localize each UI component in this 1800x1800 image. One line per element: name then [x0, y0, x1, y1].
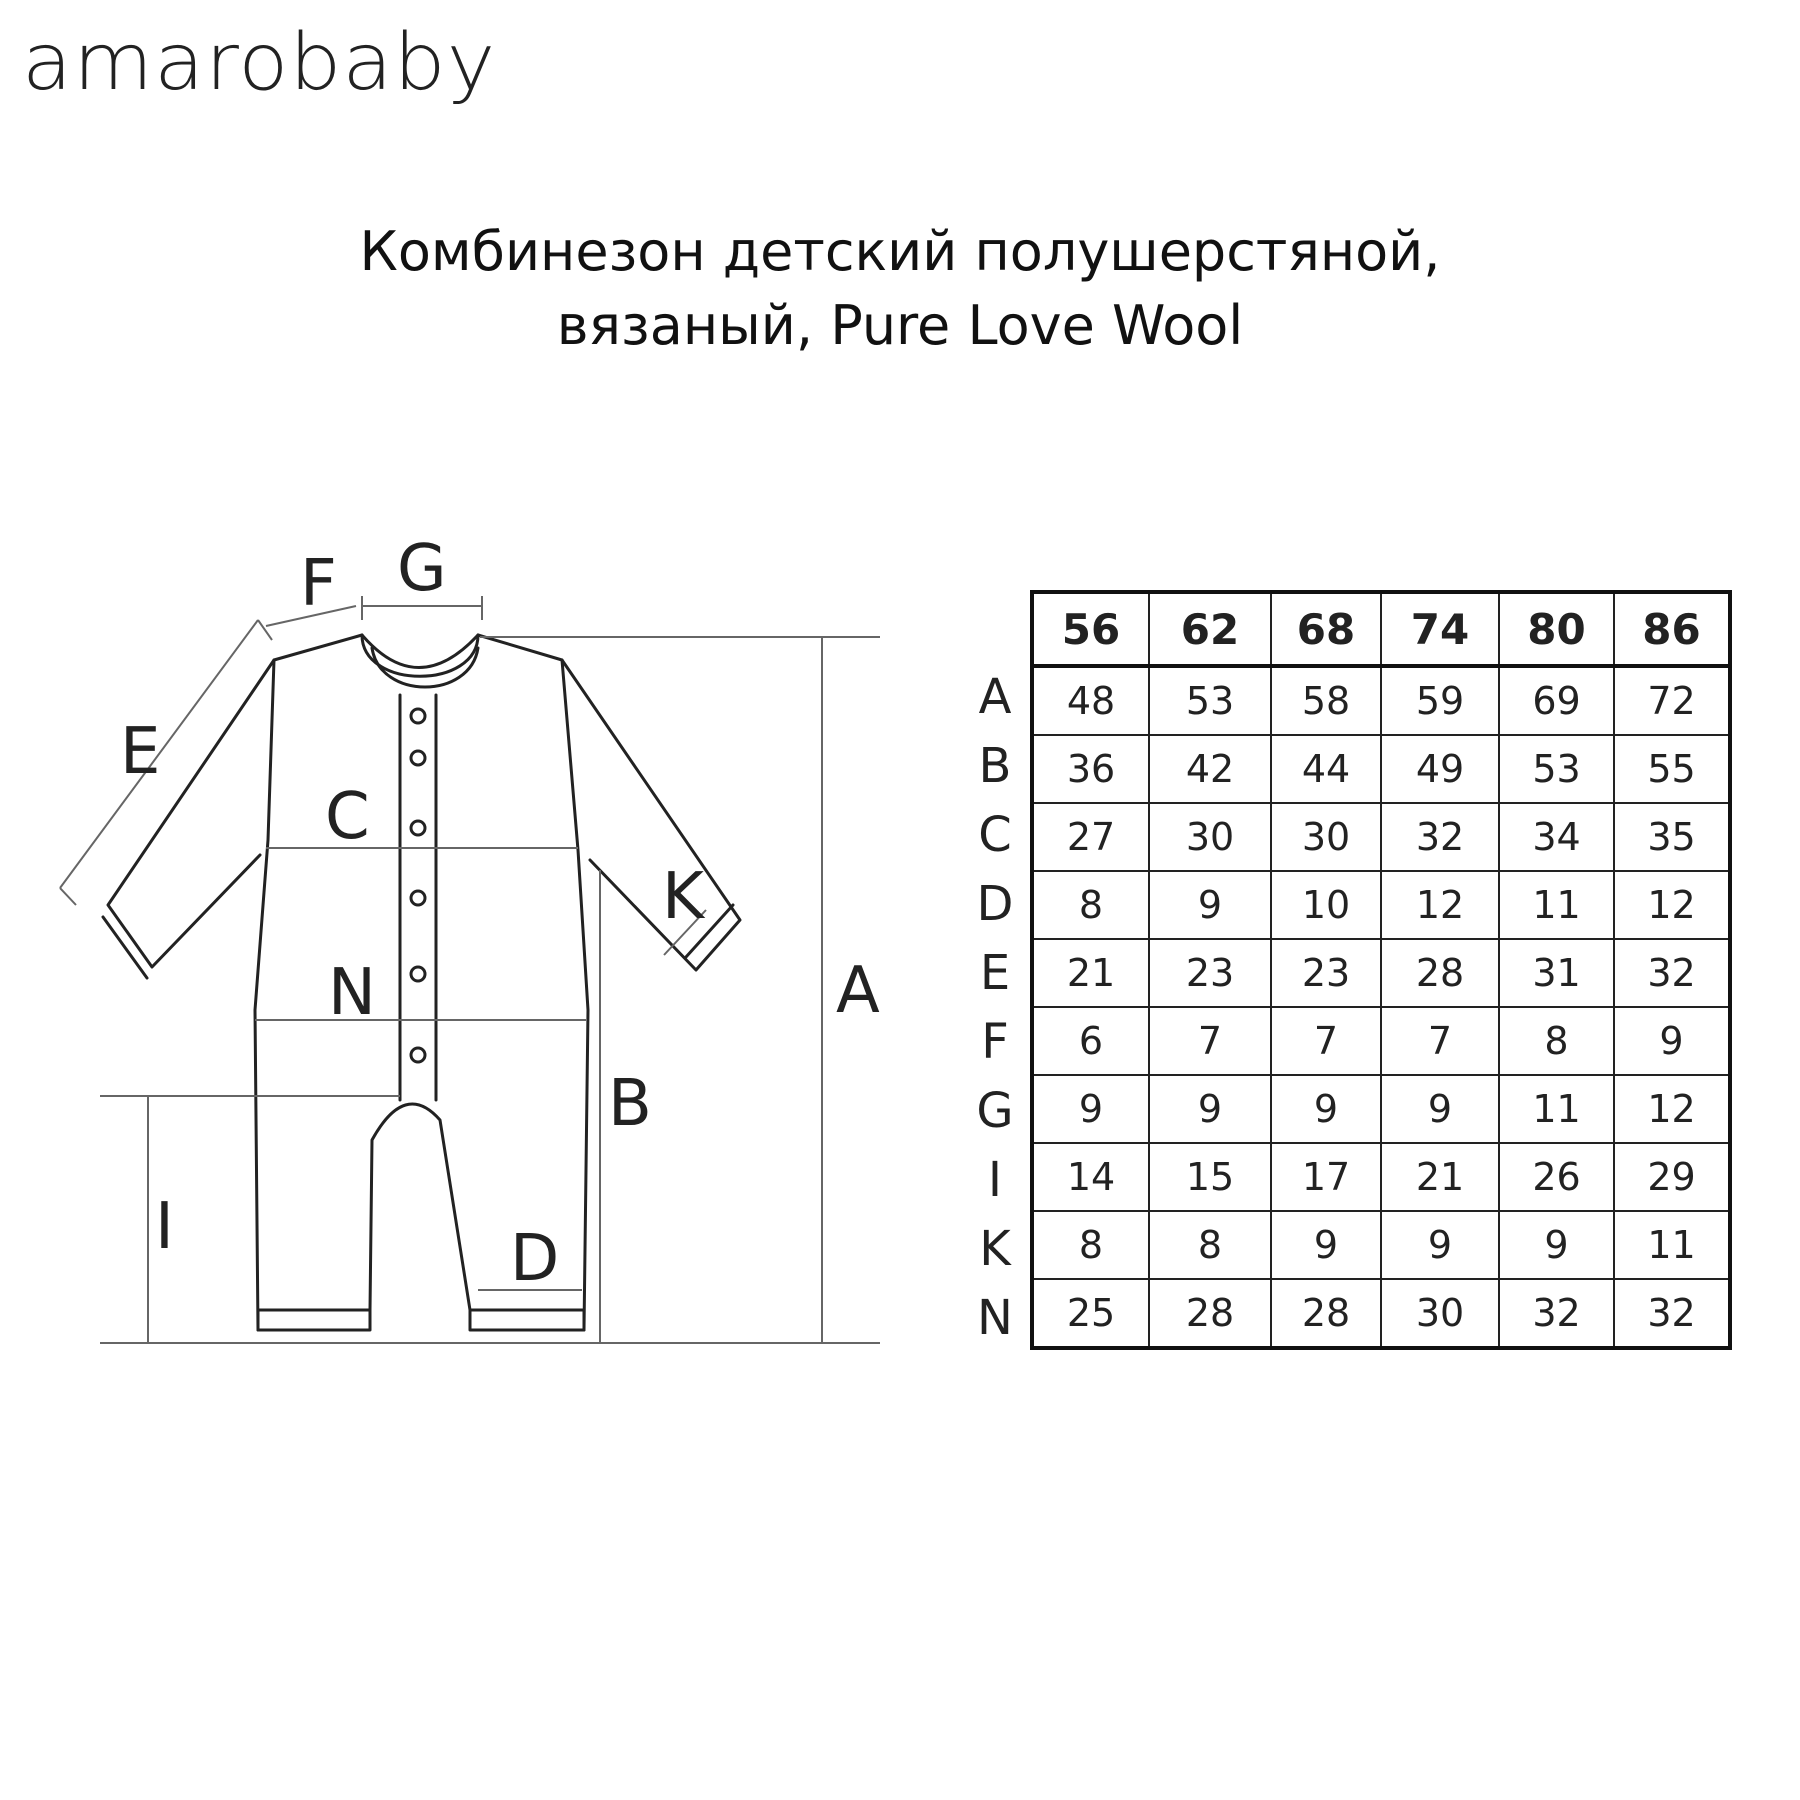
size-cell: 28 [1149, 1279, 1271, 1348]
button-1 [411, 709, 425, 723]
size-cell: 9 [1271, 1075, 1381, 1143]
button-5 [411, 967, 425, 981]
measurement-lines [60, 596, 880, 1343]
size-cell: 36 [1032, 735, 1149, 803]
size-row-N [1032, 1279, 1730, 1348]
size-header-row [1032, 592, 1730, 666]
size-cell: 30 [1381, 1279, 1499, 1348]
label-B: B [608, 1067, 652, 1141]
button-3 [411, 821, 425, 835]
label-D: D [510, 1222, 560, 1296]
size-cell: 7 [1149, 1007, 1271, 1075]
size-cell: 72 [1614, 666, 1730, 735]
jumpsuit-outline [103, 635, 740, 1330]
label-F: F [300, 547, 337, 621]
row-label-D: D [976, 876, 1014, 932]
row-label-F: F [981, 1014, 1009, 1070]
size-cell: 8 [1499, 1007, 1614, 1075]
label-K: K [662, 860, 704, 934]
size-cell: 11 [1499, 1075, 1614, 1143]
size-cell: 23 [1271, 939, 1381, 1007]
size-header: 68 [1271, 592, 1381, 666]
button-4 [411, 891, 425, 905]
size-cell: 14 [1032, 1143, 1149, 1211]
size-cell: 32 [1499, 1279, 1614, 1348]
size-cell: 35 [1614, 803, 1730, 871]
size-cell: 12 [1614, 871, 1730, 939]
size-cell: 44 [1271, 735, 1381, 803]
size-row-C [1032, 803, 1730, 871]
size-cell: 29 [1614, 1143, 1730, 1211]
size-cell: 6 [1032, 1007, 1149, 1075]
row-label-A: A [978, 669, 1012, 725]
row-label-I: I [987, 1152, 1003, 1208]
size-cell: 59 [1381, 666, 1499, 735]
size-cell: 53 [1499, 735, 1614, 803]
size-cell: 32 [1614, 939, 1730, 1007]
size-cell: 42 [1149, 735, 1271, 803]
size-row-F [1032, 1007, 1730, 1075]
size-cell: 9 [1381, 1211, 1499, 1279]
size-row-B [1032, 735, 1730, 803]
size-cell: 23 [1149, 939, 1271, 1007]
size-cell: 9 [1032, 1075, 1149, 1143]
size-cell: 30 [1271, 803, 1381, 871]
size-cell: 8 [1032, 871, 1149, 939]
size-cell: 21 [1381, 1143, 1499, 1211]
size-row-G [1032, 1075, 1730, 1143]
size-cell: 25 [1032, 1279, 1149, 1348]
size-row-D [1032, 871, 1730, 939]
label-C: C [325, 780, 370, 854]
size-cell: 53 [1149, 666, 1271, 735]
brand-logo: amarobaby [22, 18, 497, 108]
size-row-A [1032, 666, 1730, 735]
label-I: I [155, 1190, 174, 1264]
size-header: 56 [1032, 592, 1149, 666]
label-N: N [328, 956, 376, 1030]
size-cell: 31 [1499, 939, 1614, 1007]
size-chart-table [1030, 590, 1732, 1350]
size-cell: 28 [1271, 1279, 1381, 1348]
row-label-K: K [979, 1221, 1011, 1277]
row-label-B: B [978, 738, 1012, 794]
row-label-N: N [977, 1290, 1013, 1346]
product-title-line-2: вязаный, Pure Love Wool [556, 294, 1244, 357]
size-cell: 69 [1499, 666, 1614, 735]
row-label-E: E [979, 945, 1011, 1001]
size-cell: 34 [1499, 803, 1614, 871]
size-cell: 10 [1271, 871, 1381, 939]
size-cell: 27 [1032, 803, 1149, 871]
size-cell: 9 [1149, 871, 1271, 939]
size-cell: 55 [1614, 735, 1730, 803]
button-6 [411, 1048, 425, 1062]
row-label-C: C [978, 807, 1012, 863]
size-cell: 9 [1499, 1211, 1614, 1279]
label-E: E [120, 715, 161, 789]
size-cell: 12 [1381, 871, 1499, 939]
size-header: 86 [1614, 592, 1730, 666]
size-cell: 17 [1271, 1143, 1381, 1211]
size-cell: 21 [1032, 939, 1149, 1007]
size-cell: 58 [1271, 666, 1381, 735]
size-cell: 8 [1149, 1211, 1271, 1279]
size-cell: 7 [1381, 1007, 1499, 1075]
size-header: 80 [1499, 592, 1614, 666]
size-cell: 7 [1271, 1007, 1381, 1075]
row-label-G: G [976, 1083, 1014, 1139]
size-cell: 9 [1149, 1075, 1271, 1143]
size-header: 74 [1381, 592, 1499, 666]
size-cell: 48 [1032, 666, 1149, 735]
size-cell: 15 [1149, 1143, 1271, 1211]
size-cell: 32 [1381, 803, 1499, 871]
label-A: A [836, 954, 880, 1028]
button-2 [411, 751, 425, 765]
size-cell: 30 [1149, 803, 1271, 871]
size-cell: 32 [1614, 1279, 1730, 1348]
size-row-I [1032, 1143, 1730, 1211]
size-row-E [1032, 939, 1730, 1007]
size-cell: 28 [1381, 939, 1499, 1007]
size-cell: 9 [1614, 1007, 1730, 1075]
size-cell: 8 [1032, 1211, 1149, 1279]
placket-buttons [411, 709, 425, 1062]
product-title-line-1: Комбинезон детский полушерстяной, [359, 220, 1441, 283]
size-cell: 12 [1614, 1075, 1730, 1143]
size-cell: 11 [1614, 1211, 1730, 1279]
size-cell: 9 [1271, 1211, 1381, 1279]
label-G: G [397, 532, 447, 606]
size-cell: 26 [1499, 1143, 1614, 1211]
size-cell: 9 [1381, 1075, 1499, 1143]
size-cell: 49 [1381, 735, 1499, 803]
size-header: 62 [1149, 592, 1271, 666]
size-row-K [1032, 1211, 1730, 1279]
size-chart-body [1032, 666, 1730, 1348]
size-cell: 11 [1499, 871, 1614, 939]
